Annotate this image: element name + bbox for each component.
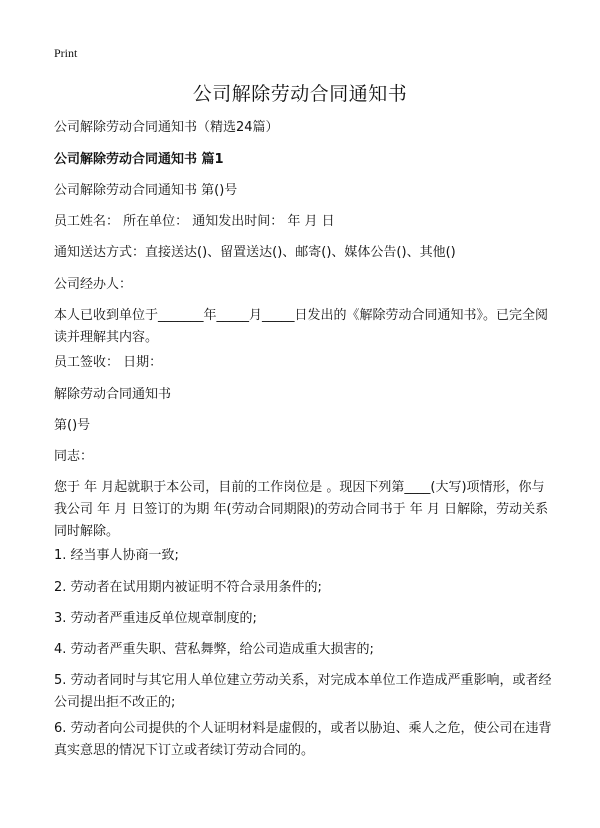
list-item: 1. 经当事人协商一致; [54, 548, 179, 563]
list-item: 4. 劳动者严重失职、营私舞弊，给公司造成重大损害的; [54, 642, 374, 657]
subtitle: 公司解除劳动合同通知书（精选24篇） [54, 120, 279, 135]
list-item: 2. 劳动者在试用期内被证明不符合录用条件的; [54, 580, 322, 595]
list-item: 6. 劳动者向公司提供的个人证明材料是虚假的，或者以胁迫、乘人之危，使公司在违背真实意思的情况下订立或者续订劳动合同的。 [54, 721, 552, 758]
paragraph-salutation: 同志： [54, 449, 94, 464]
print-label[interactable]: Print [54, 46, 78, 60]
paragraph-number: 第()号 [54, 418, 91, 433]
list-item: 3. 劳动者严重违反单位规章制度的; [54, 611, 257, 626]
paragraph-handler: 公司经办人： [54, 277, 133, 292]
paragraph-delivery-method: 通知送达方式：直接送达()、留置送达()、邮寄()、媒体公告()、其他() [54, 245, 456, 260]
paragraph-notice-number: 公司解除劳动合同通知书 第()号 [54, 183, 238, 198]
paragraph-receipt: 本人已收到单位于_______年_____月_____日发出的《解除劳动合同通知书》。已完全阅读并理解其内容。 [54, 308, 549, 345]
paragraph-body: 您于 年 月起就职于本公司，目前的工作岗位是 。现因下列第____(大写)项情形，你与我公司 年 月 日签订的为期 年(劳动合同期限)的劳动合同书于 年 月 日解除，劳动关系同时解除。 [54, 480, 549, 539]
list-item: 5. 劳动者同时与其它用人单位建立劳动关系，对完成本单位工作造成严重影响，或者经公司提出拒不改正的; [54, 673, 552, 710]
paragraph-notice-title: 解除劳动合同通知书 [54, 387, 172, 402]
paragraph-signature: 员工签收： 日期： [54, 355, 163, 370]
section-heading: 公司解除劳动合同通知书 篇1 [54, 152, 224, 167]
paragraph-employee-info: 员工姓名： 所在单位： 通知发出时间： 年 月 日 [54, 214, 335, 229]
page-title: 公司解除劳动合同通知书 [192, 83, 408, 105]
